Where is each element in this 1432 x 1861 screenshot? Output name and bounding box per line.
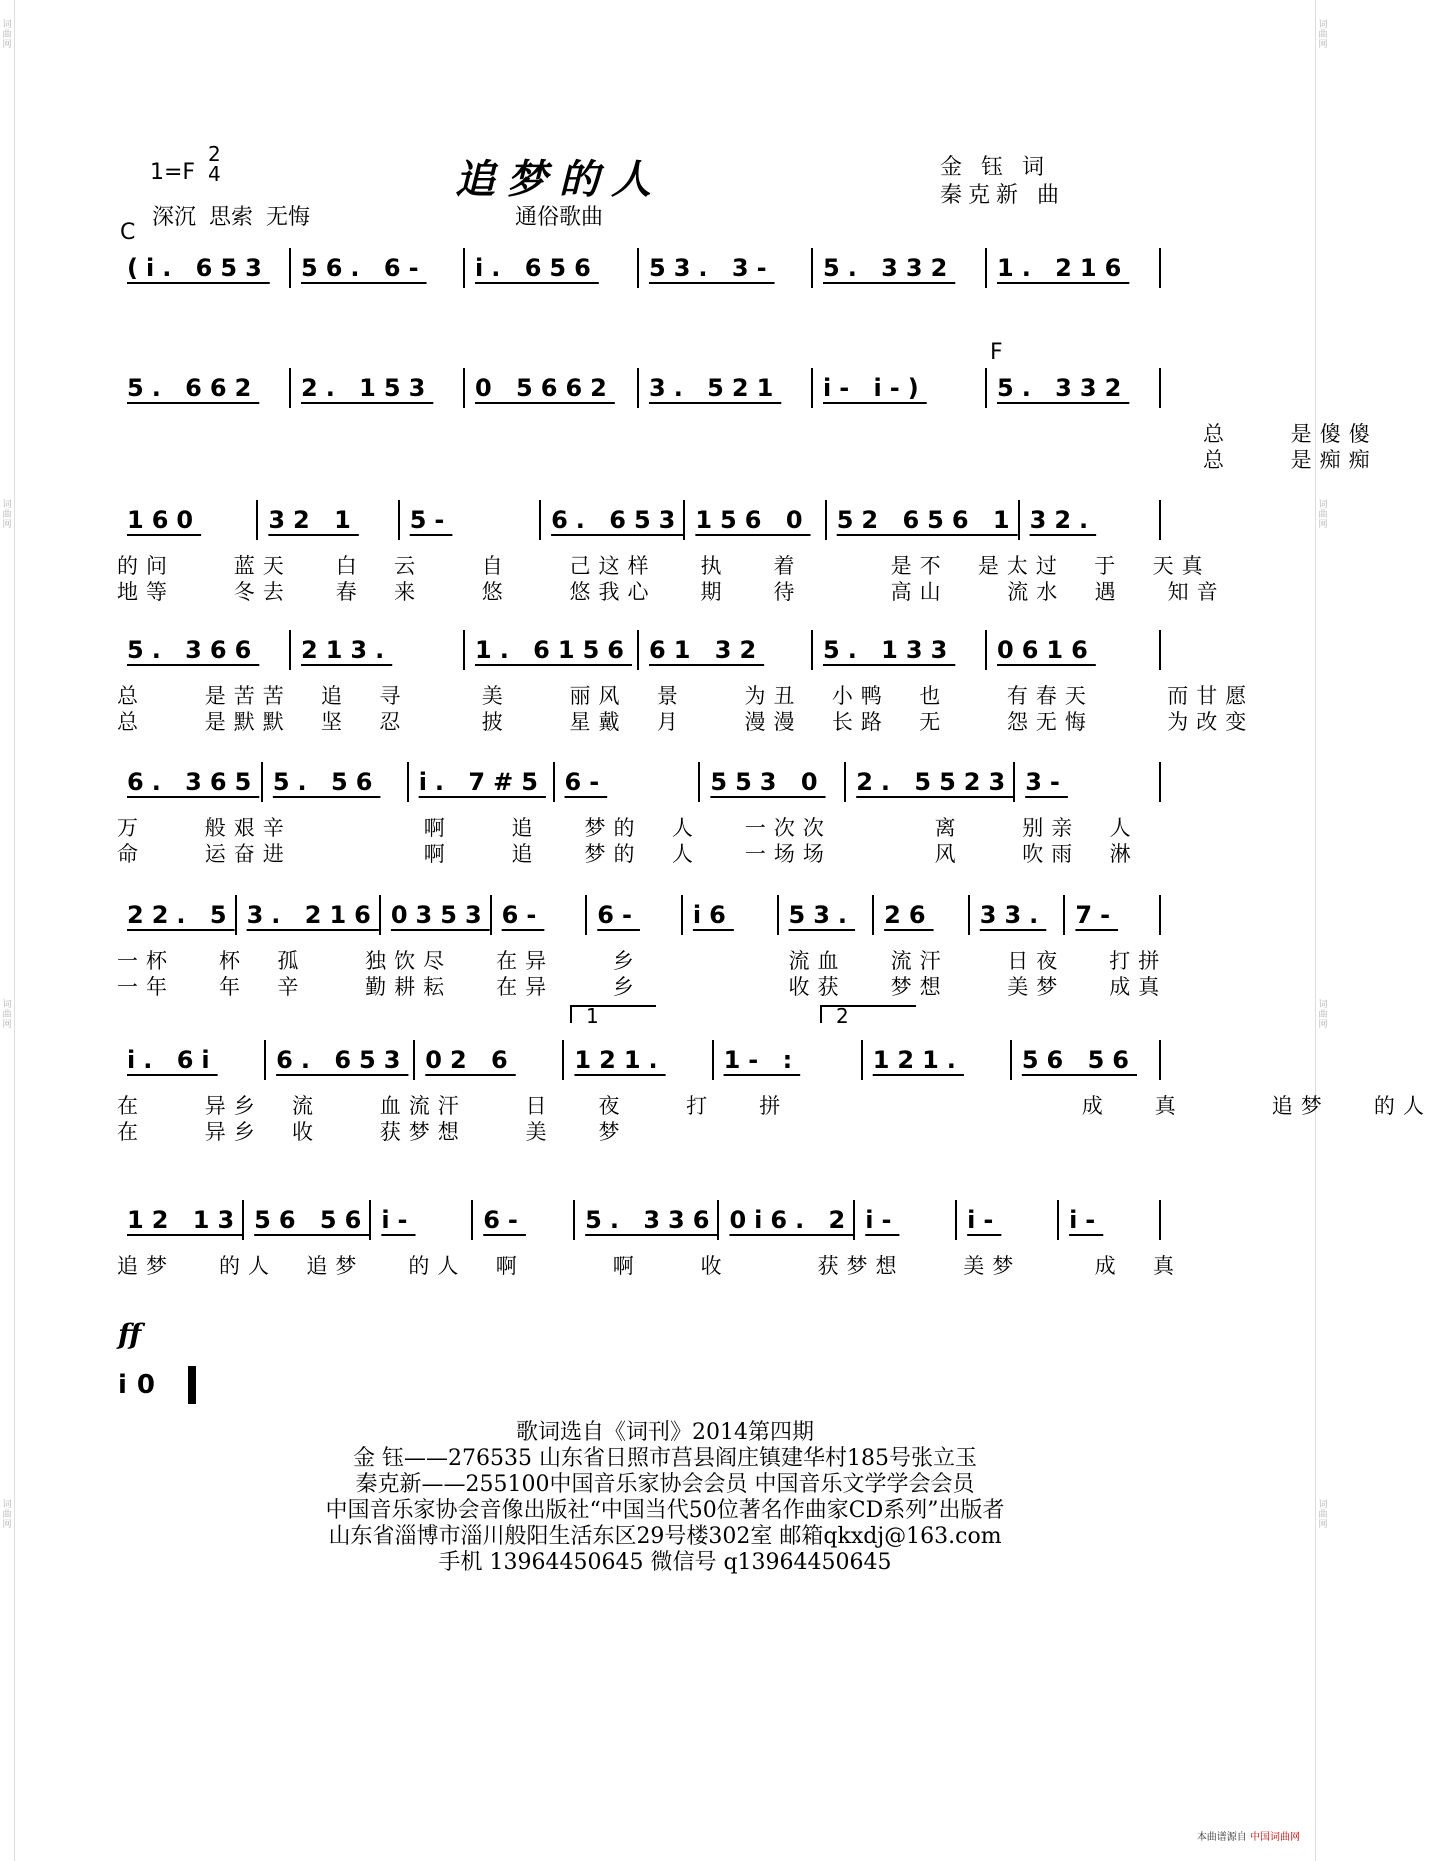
lyricist-credit: 金 钰 词 <box>940 155 1050 180</box>
measure: 5. 366 <box>127 636 260 664</box>
time-signature-top: 2 <box>208 142 221 166</box>
measure: i6 <box>681 895 777 935</box>
watermark-text: 词曲网 <box>1318 1000 1328 1030</box>
chord-symbol: F <box>990 340 1003 365</box>
measure: i- <box>955 1200 1057 1240</box>
composer-credit: 秦克新 曲 <box>940 183 1065 208</box>
measure: 12 13 <box>127 1206 243 1234</box>
right-watermark-strip <box>1315 0 1330 1861</box>
measure: 5. 133 <box>811 630 985 670</box>
lyric-line: 总 是痴痴 <box>117 448 1378 472</box>
measure: 56 56 <box>242 1200 369 1240</box>
measure: 3- <box>1013 762 1159 802</box>
measure: 160 <box>127 506 202 534</box>
notes-line <box>117 368 1159 408</box>
left-watermark-strip <box>0 0 15 1861</box>
second-ending-bracket: 2 <box>820 1005 916 1023</box>
measure: 156 0 <box>683 500 824 540</box>
measure: 56. 6- <box>289 248 463 288</box>
lyric-line: 一杯 杯 孤 独饮尽 在异 乡 流血 流汗 日夜 打拼 <box>117 949 1168 973</box>
score-row <box>117 500 1226 630</box>
lyric-line: 一年 年 辛 勤耕耘 在异 乡 收获 梦想 美梦 成真 <box>117 975 1168 999</box>
song-title: 追梦的人 <box>455 156 663 203</box>
measure: 6- <box>471 1200 573 1240</box>
lyric-line: 命 运奋进 啊 追 梦的 人 一场场 风 吹雨 淋 <box>117 842 1139 866</box>
footer-address: 山东省淄博市淄川般阳生活东区29号楼302室 邮箱qkxdj@163.com <box>328 1524 1002 1549</box>
lyric-line: 在 异乡 收 获梦想 美 梦 <box>117 1120 628 1144</box>
measure: 121. <box>562 1040 711 1080</box>
score-row <box>117 762 1159 892</box>
measure: 32. <box>1018 500 1159 540</box>
lyric-line: 总 是默默 坚 忍 披 星戴 月 漫漫 长路 无 怨无悔 为改变 <box>117 710 1255 734</box>
measure: 33. <box>968 895 1064 935</box>
time-signature-bottom: 4 <box>208 162 221 186</box>
lyric-line: 的问 蓝天 白 云 自 己这样 执 着 是不 是太过 于 天真 <box>117 554 1211 578</box>
measure: 26 <box>872 895 968 935</box>
notes-line <box>117 630 1159 670</box>
measure: 1. 6156 <box>463 630 637 670</box>
measure: 56 56 <box>1010 1040 1159 1080</box>
measure: 32 1 <box>256 500 397 540</box>
footer-publisher: 中国音乐家协会音像出版社“中国当代50位著名作曲家CD系列”出版者 <box>325 1498 1005 1523</box>
measure: i- <box>369 1200 471 1240</box>
footer-contact: 手机 13964450645 微信号 q13964450645 <box>438 1550 892 1575</box>
measure: 0616 <box>985 630 1159 670</box>
measure: 5. 56 <box>261 762 407 802</box>
measure: i- i-) <box>811 368 985 408</box>
first-ending-bracket: 1 <box>570 1005 656 1023</box>
measure: 0353 <box>379 895 490 935</box>
source-label: 本曲谱源自 <box>1196 1832 1247 1843</box>
notes-line <box>117 248 1159 288</box>
measure: 1- : <box>712 1040 861 1080</box>
measure: 6- <box>553 762 699 802</box>
style-marking: 深沉 思索 无悔 <box>152 205 310 230</box>
measure: 5. 332 <box>811 248 985 288</box>
notes-line <box>117 762 1159 802</box>
measure: 6. 653 <box>539 500 683 540</box>
time-signature <box>208 144 221 184</box>
lyric-line: 在 异乡 流 血流汗 日 夜 打 拼 成 真 追梦 的人 <box>117 1094 1432 1118</box>
measure: i. 6i <box>127 1046 218 1074</box>
lyric-line: 总 是傻傻 <box>117 422 1378 446</box>
final-barline <box>188 1366 196 1404</box>
footer-source: 歌词选自《词刊》2014第四期 <box>516 1420 814 1445</box>
measure: 6. 653 <box>264 1040 413 1080</box>
measure: 53. <box>777 895 873 935</box>
source-site: 中国词曲网 <box>1250 1832 1300 1843</box>
score-row <box>117 1040 1432 1170</box>
watermark-text: 词曲网 <box>1318 500 1328 530</box>
measure: 3. 521 <box>637 368 811 408</box>
score-row <box>117 248 1159 378</box>
measure: 2. 153 <box>289 368 463 408</box>
watermark-text: 词曲网 <box>1318 20 1328 50</box>
watermark-text: 词曲网 <box>2 20 12 50</box>
measure: i- <box>853 1200 955 1240</box>
watermark-text: 词曲网 <box>1318 1500 1328 1530</box>
notes-line <box>117 500 1159 540</box>
measure: 553 0 <box>698 762 844 802</box>
notes-line <box>117 895 1159 935</box>
footer-lyricist-info: 金 钰——276535 山东省日照市莒县阎庄镇建华村185号张立玉 <box>353 1446 977 1471</box>
genre-label: 通俗歌曲 <box>515 205 604 230</box>
measure: 5. 332 <box>985 368 1159 408</box>
measure: i- <box>1057 1200 1159 1240</box>
measure: 1. 216 <box>985 248 1159 288</box>
measure: 7- <box>1063 895 1159 935</box>
measure: 6- <box>490 895 586 935</box>
lyric-line: 地等 冬去 春 来 悠 悠我心 期 待 高山 流水 遇 知音 <box>117 580 1226 604</box>
measure: 5. 336 <box>573 1200 717 1240</box>
score-row <box>117 1200 1182 1330</box>
source-brand <box>1197 1828 1300 1843</box>
chord-symbol: C <box>120 220 136 245</box>
measure: 6- <box>585 895 681 935</box>
lyric-line: 万 般艰辛 啊 追 梦的 人 一次次 离 别亲 人 <box>117 816 1139 840</box>
measure: 61 32 <box>637 630 811 670</box>
measure: 0i6. 2 <box>717 1200 853 1240</box>
lyric-line: 追梦 的人 追梦 的人 啊 啊 收 获梦想 美梦 成 真 <box>117 1254 1182 1278</box>
watermark-text: 词曲网 <box>2 1000 12 1030</box>
measure: 121. <box>861 1040 1010 1080</box>
watermark-text: 词曲网 <box>2 500 12 530</box>
score-row <box>117 630 1255 760</box>
measure: 2. 5523 <box>844 762 1013 802</box>
measure: 3. 216 <box>235 895 379 935</box>
measure: 22. 5 <box>127 901 235 929</box>
measure: (i. 653 <box>127 254 270 282</box>
notes-line <box>117 1200 1159 1240</box>
measure: 5- <box>398 500 539 540</box>
notes-line <box>117 1040 1159 1080</box>
measure: i. 7#5 <box>407 762 553 802</box>
key-signature: 1=F <box>150 160 196 185</box>
measure: 53. 3- <box>637 248 811 288</box>
lyric-line: 总 是苦苦 追 寻 美 丽风 景 为丑 小鸭 也 有春天 而甘愿 <box>117 684 1255 708</box>
measure: i. 656 <box>463 248 637 288</box>
measure: 52 656 1 <box>825 500 1018 540</box>
measure: 0 5662 <box>463 368 637 408</box>
measure: 213. <box>289 630 463 670</box>
footer-composer-info: 秦克新——255100中国音乐家协会会员 中国音乐文学学会会员 <box>355 1472 975 1497</box>
measure: 02 6 <box>413 1040 562 1080</box>
dynamic-marking: ff <box>118 1318 142 1351</box>
final-notes: i0 <box>118 1370 166 1400</box>
measure: 5. 662 <box>127 374 260 402</box>
score-row <box>117 368 1378 498</box>
watermark-text: 词曲网 <box>2 1500 12 1530</box>
measure: 6. 365 <box>127 768 260 796</box>
